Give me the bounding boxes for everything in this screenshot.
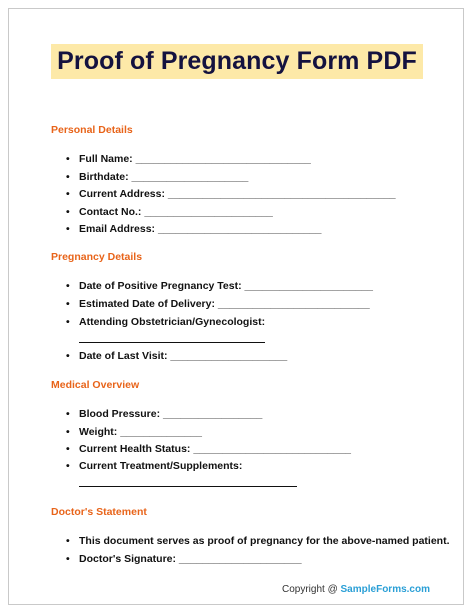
obstetrician-blank-line: [79, 342, 265, 343]
field-delivery-date: • Estimated Date of Delivery: __________________________: [66, 298, 370, 310]
field-obstetrician: • Attending Obstetrician/Gynecologist:: [66, 316, 266, 328]
page-title: Proof of Pregnancy Form PDF: [51, 44, 423, 79]
brand-link[interactable]: SampleForms.com: [340, 584, 430, 595]
field-health-status: • Current Health Status: ___________________________: [66, 443, 352, 455]
field-birthdate: • Birthdate: ____________________: [66, 171, 249, 183]
title-wrap: [0, 44, 474, 79]
section-heading-doctor: Doctor's Statement: [51, 506, 147, 518]
footer-copyright: [282, 584, 430, 595]
section-heading-personal: Personal Details: [51, 124, 133, 136]
field-full-name: • Full Name: ______________________________: [66, 153, 311, 165]
field-doctor-signature: • Doctor's Signature: _____________________: [66, 553, 302, 565]
field-weight: • Weight: ______________: [66, 426, 202, 438]
copyright-text: Copyright @: [282, 584, 338, 595]
section-heading-pregnancy: Pregnancy Details: [51, 251, 143, 263]
field-blood-pressure: • Blood Pressure: _________________: [66, 408, 263, 420]
field-proof-statement: • This document serves as proof of pregnancy for the above-named patient.: [66, 535, 450, 547]
field-current-address: • Current Address: _______________________________________: [66, 188, 396, 200]
section-heading-medical: Medical Overview: [51, 379, 140, 391]
treatment-blank-line: [79, 486, 297, 487]
field-contact-no: • Contact No.: ______________________: [66, 206, 273, 218]
field-last-visit: • Date of Last Visit: ____________________: [66, 350, 288, 362]
field-positive-test-date: • Date of Positive Pregnancy Test: ______________________: [66, 280, 373, 292]
field-email-address: • Email Address: ____________________________: [66, 223, 322, 235]
field-treatment-supplements: • Current Treatment/Supplements:: [66, 460, 243, 472]
